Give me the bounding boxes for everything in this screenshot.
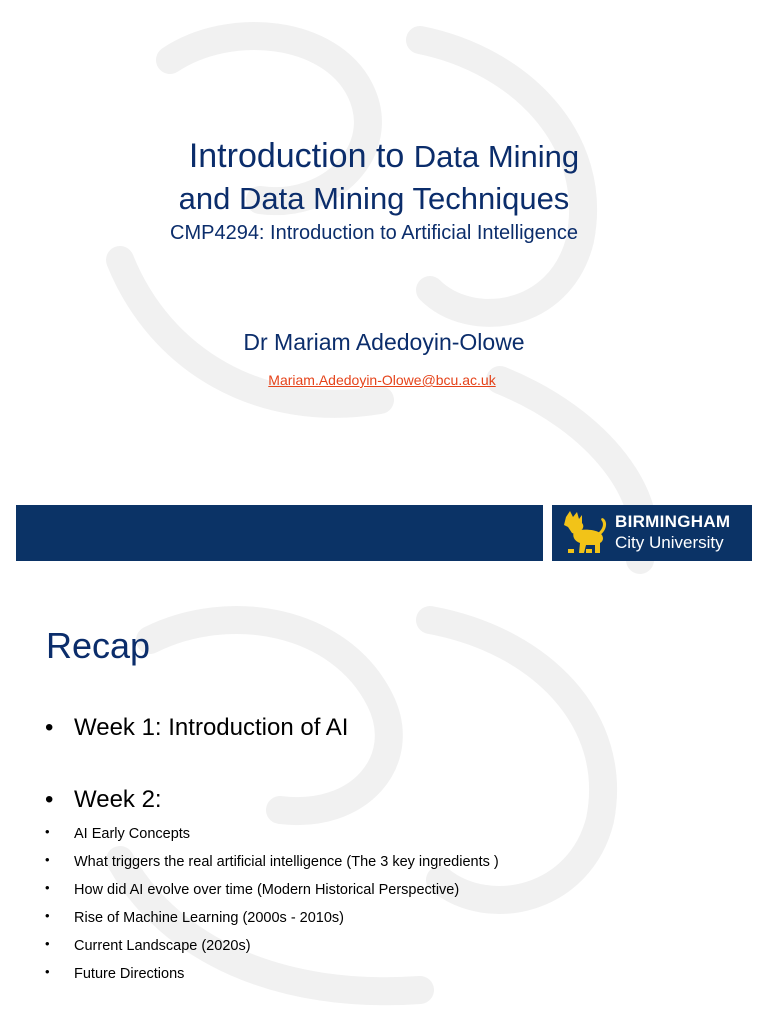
title-part-b: Data Mining <box>413 139 580 174</box>
logo-line-1: BIRMINGHAM <box>615 512 731 531</box>
bullet-text: Week 2: <box>74 786 162 813</box>
bullet-dot-icon: • <box>45 936 50 951</box>
bullet-dot-icon: • <box>45 852 50 867</box>
bcu-logo <box>552 505 752 561</box>
sub-bullet-text: What triggers the real artificial intelligence (The 3 key ingredients ) <box>74 854 499 870</box>
title-line-2: and Data Mining Techniques <box>178 181 570 216</box>
bullet-dot-icon: • <box>45 964 50 979</box>
navy-banner <box>16 505 543 561</box>
sub-bullet-text: AI Early Concepts <box>74 826 191 842</box>
bullet-dot-icon: • <box>45 908 50 923</box>
sub-bullet-text: Current Landscape (2020s) <box>74 938 251 954</box>
recap-title: Recap <box>46 625 151 666</box>
sub-bullet-text: How did AI evolve over time (Modern Historical Perspective) <box>74 882 460 898</box>
logo-wordmark <box>615 511 730 553</box>
sub-bullet-text: Rise of Machine Learning (2000s - 2010s) <box>74 910 345 926</box>
sub-bullet-text: Future Directions <box>74 966 185 982</box>
bullet-dot-icon: • <box>45 880 50 895</box>
bullet-text: Week 1: Introduction of AI <box>74 714 349 741</box>
bullet-dot-icon: • <box>45 786 54 813</box>
logo-line-2: City University <box>615 533 724 552</box>
bullet-dot-icon: • <box>45 824 50 839</box>
bullet-dot-icon: • <box>45 714 54 741</box>
email-link[interactable]: Mariam.Adedoyin-Olowe@bcu.ac.uk <box>268 372 496 388</box>
course-subtitle: CMP4294: Introduction to Artificial Intelligence <box>170 222 578 244</box>
author-name: Dr Mariam Adedoyin-Olowe <box>243 329 525 355</box>
lion-logo-icon <box>560 509 610 557</box>
title-line-1 <box>0 136 768 177</box>
title-part-a: Introduction to <box>188 137 414 175</box>
